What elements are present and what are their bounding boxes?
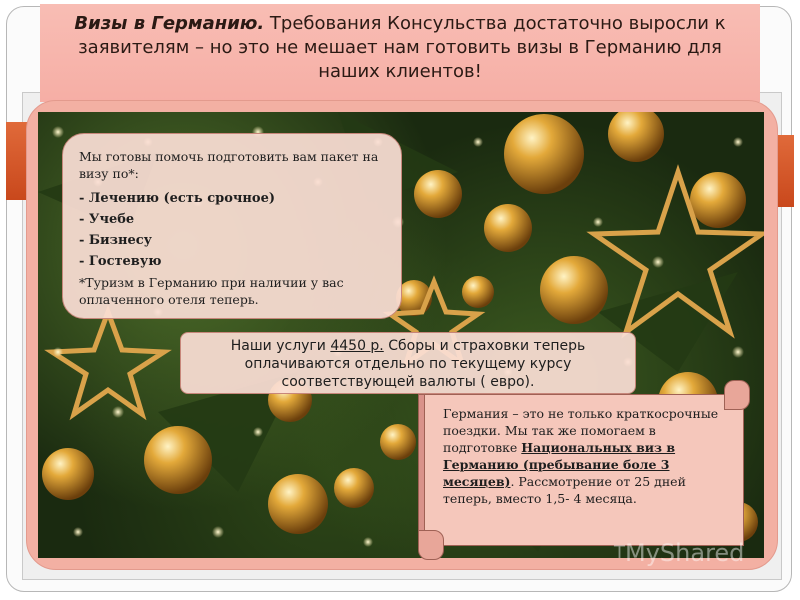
scroll-top-curl	[724, 380, 750, 410]
price-text-before: Наши услуги	[230, 338, 331, 354]
price-text-after: Сборы и страховки теперь оплачиваются отдельно по текущему курсу соответствующей валюты ( евро).	[244, 338, 586, 390]
visa-type-item: - Гостевую	[79, 254, 162, 269]
scroll-bottom-curl	[418, 530, 444, 560]
national-visa-scroll	[414, 380, 754, 560]
myshared-logo-text: MyShared	[625, 539, 745, 567]
right-accent-tab	[777, 135, 794, 207]
myshared-logo-mark: Т	[614, 542, 625, 563]
scroll-text-before: Германия – это не только краткосрочные поездки. Мы так же помогаем в подготовке	[443, 406, 719, 455]
national-visa-link-text: Национальных виз в Германию (пребывание боле 3 месяцев)	[443, 440, 676, 489]
visa-types-intro: Мы готовы помочь подготовить вам пакет на визу по*:	[79, 149, 379, 181]
slide-title	[40, 4, 760, 102]
visa-type-item: - Учебе	[79, 212, 135, 227]
title-rest: Требования Консульства достаточно выросли к заявителям – но это не мешает нам готовить визы в Германию для наших клиентов!	[78, 13, 726, 82]
price-value: 4450 р.	[330, 338, 384, 354]
visa-type-item: - Бизнесу	[79, 233, 152, 248]
title-bold: Визы в Германию.	[74, 13, 265, 34]
left-accent-tab	[6, 122, 28, 200]
scroll-body	[424, 394, 744, 546]
visa-types-box	[62, 133, 402, 319]
visa-type-item: - Лечению (есть срочное)	[79, 191, 276, 206]
tourism-note: *Туризм в Германию при наличии у вас оплаченного отеля теперь.	[79, 275, 344, 307]
scroll-text-after: . Рассмотрение от 25 дней теперь, вместо 1,5- 4 месяца.	[443, 474, 686, 506]
myshared-watermark	[614, 536, 774, 570]
